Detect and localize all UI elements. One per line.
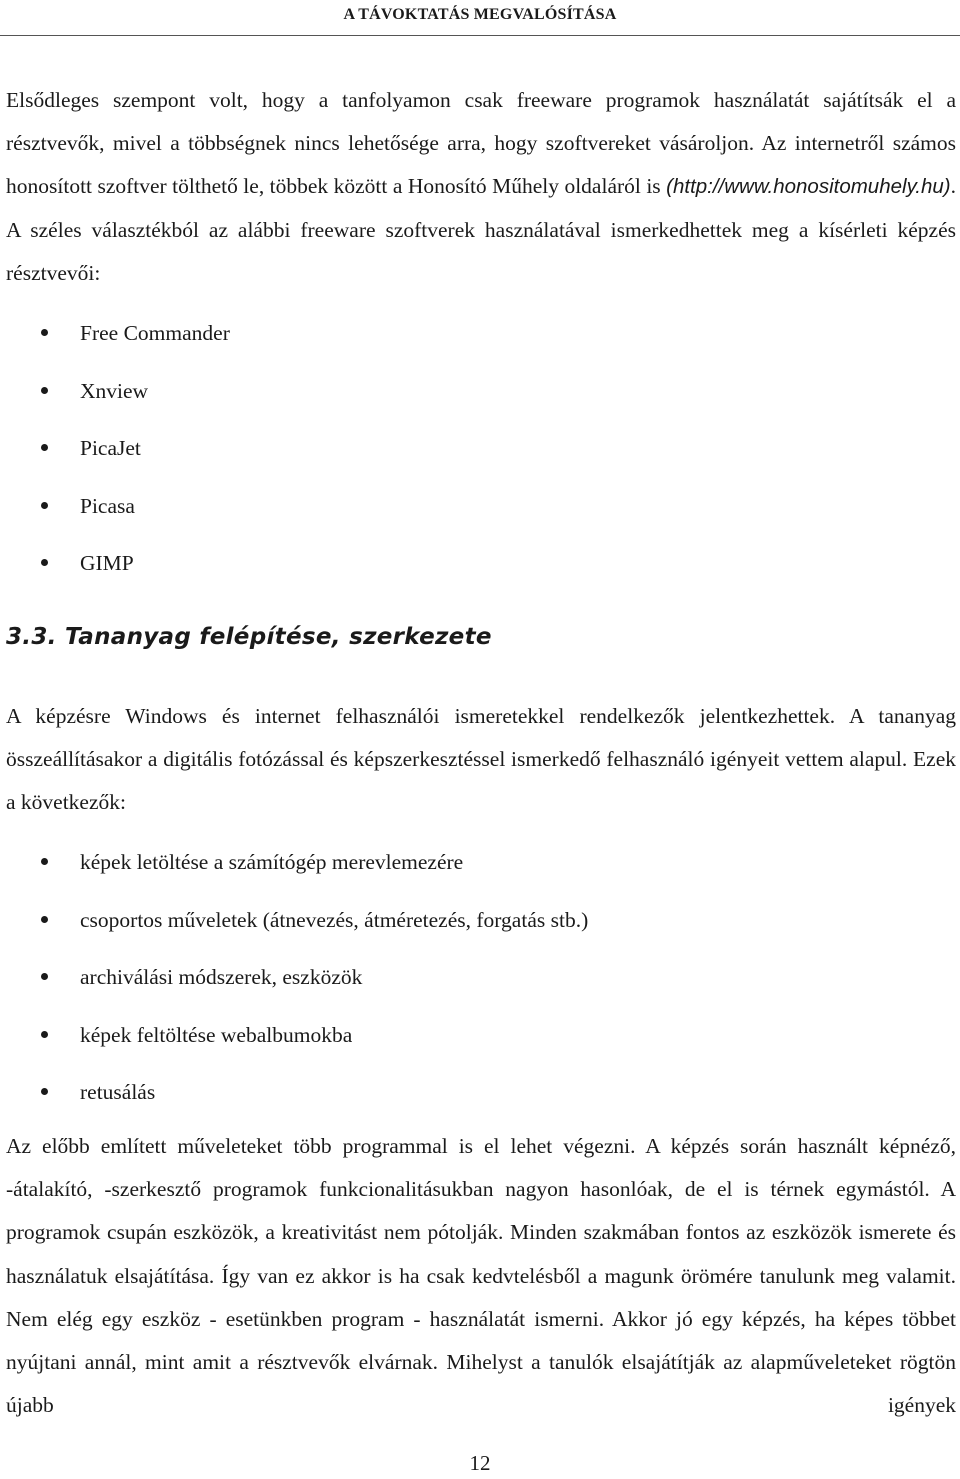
bullet-icon [41, 1031, 48, 1038]
list-item: retusálás [0, 1075, 960, 1133]
list-item: képek feltöltése webalbumokba [0, 1018, 960, 1076]
closing-paragraph: Az előbb említett műveleteket több programmal is el lehet végezni. A képzés során használt képnéző, -átalakító, -szerkesztő programok funkcionalitásukban nagyon hasonlóak, de el is térnek egymástól. A programok csupán eszközök, a kreativitást nem pótolják. Minden szakmában fontos az eszközök ismerete és használatuk elsajátítása. Így van ez akkor is ha csak kedvtelésből a magunk örömére tanulunk meg valamit. Nem elég egy eszköz - esetünkben program - használatát ismerni. Akkor jó egy képzés, ha képes többet nyújtani annál, mint amit a résztvevők elvárnak. Mihelyst a tanulók elsajátítják az alapműveleteket rögtön újabb igények [6, 1134, 956, 1418]
running-header: A TÁVOKTATÁS MEGVALÓSÍTÁSA [343, 6, 617, 23]
intro-paragraph [6, 79, 956, 295]
bullet-icon [41, 1088, 48, 1095]
list-item: Free Commander [0, 316, 960, 374]
bullet-icon [41, 858, 48, 865]
intro-text: Elsődleges szempont volt, hogy a tanfolyamon csak freeware programok használatát sajátítsák el a résztvevők, mivel a többségnek nincs lehetősége arra, hogy szoftvereket vásároljon. Az internetről számos honosított szoftver tölthető le, többek között a Honosító Műhely oldaláról is [6, 88, 956, 199]
section-heading: 3.3. Tananyag felépítése, szerkezete [6, 624, 492, 650]
list-item: GIMP [0, 546, 960, 604]
honositomuhely-link[interactable]: (http://www.honositomuhely.hu) [666, 175, 951, 199]
list-item: csoportos műveletek (átnevezés, átméretezés, forgatás stb.) [0, 903, 960, 961]
bullet-icon [41, 387, 48, 394]
requirements-list [0, 845, 960, 1133]
bullet-icon [41, 973, 48, 980]
list-item: Picasa [0, 489, 960, 547]
page-number: 12 [469, 1451, 491, 1475]
bullet-icon [41, 444, 48, 451]
section-paragraph: A képzésre Windows és internet felhasználói ismeretekkel rendelkezők jelentkezhettek. A tananyag összeállításakor a digitális fotózással és képszerkesztéssel ismerkedő felhasználó igényeit vettem alapul. Ezek a következők: [6, 704, 956, 815]
intro-text-continued: . A széles választékból az alábbi freeware szoftverek használatával ismerkedhettek meg a kísérleti képzés résztvevői: [6, 174, 956, 285]
list-item: archiválási módszerek, eszközök [0, 960, 960, 1018]
header-rule [0, 35, 960, 36]
list-item: képek letöltése a számítógép merevlemezére [0, 845, 960, 903]
bullet-icon [41, 916, 48, 923]
bullet-icon [41, 559, 48, 566]
bullet-icon [41, 502, 48, 509]
list-item: Xnview [0, 374, 960, 432]
list-item: PicaJet [0, 431, 960, 489]
bullet-icon [41, 329, 48, 336]
software-list [0, 316, 960, 604]
